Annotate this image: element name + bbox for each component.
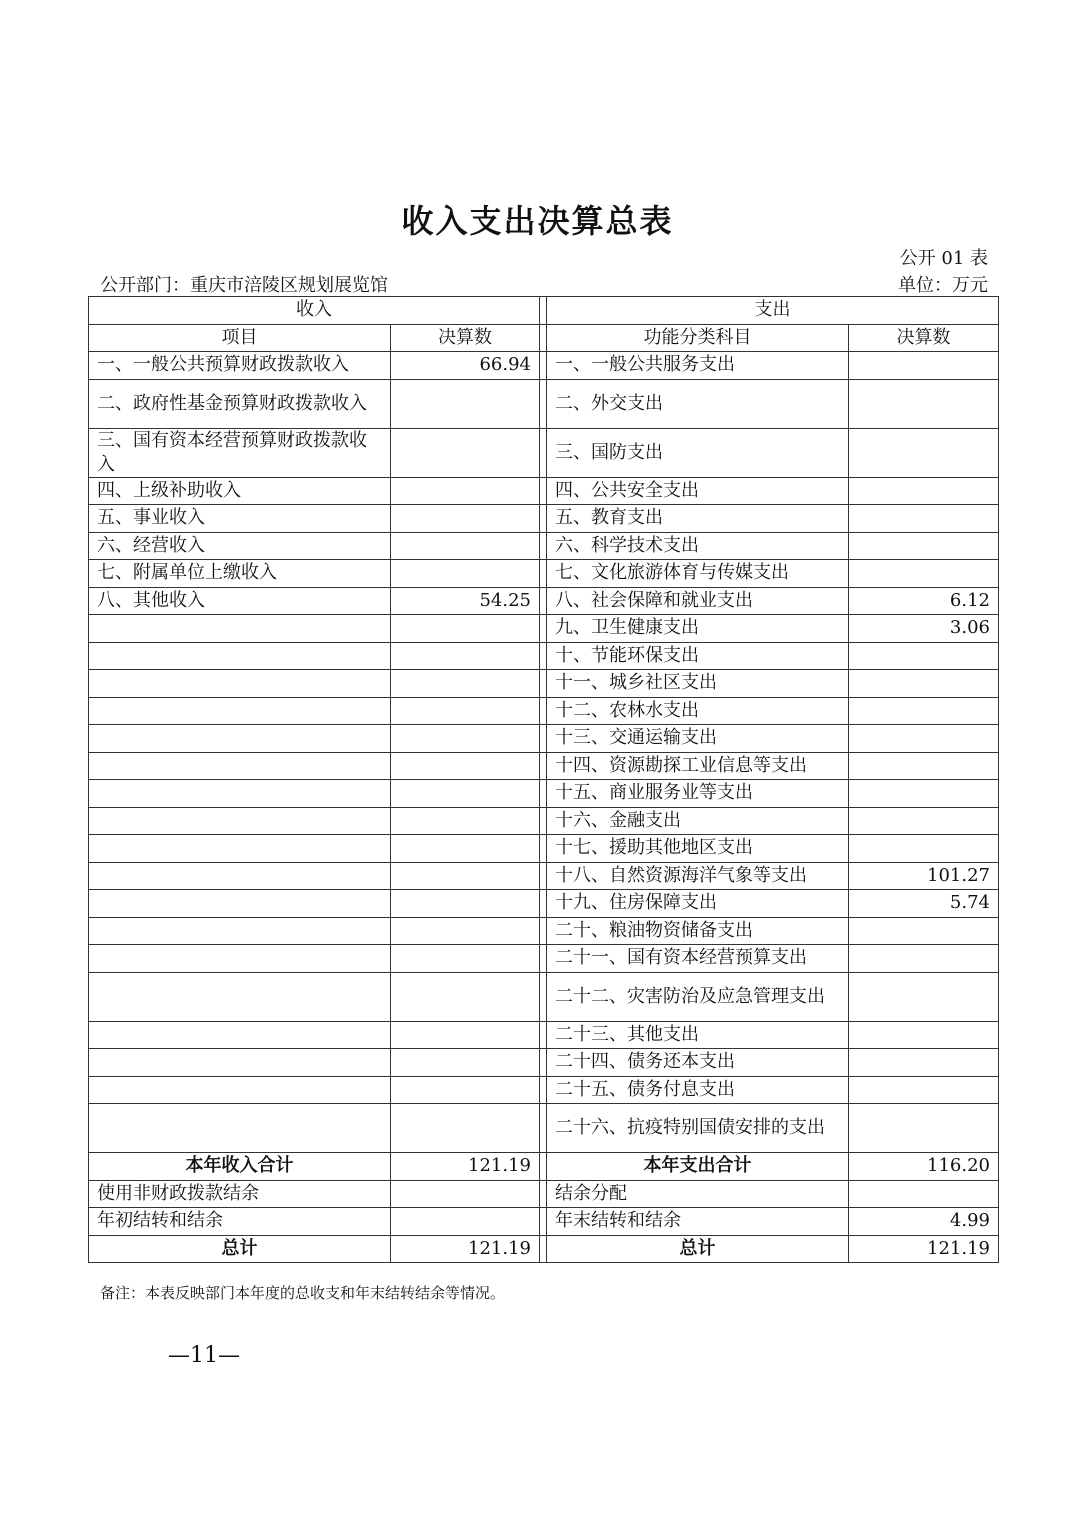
income-item: 一、一般公共预算财政拨款收入 bbox=[89, 352, 391, 380]
expense-amount bbox=[849, 972, 999, 1021]
income-summary-amount bbox=[391, 1208, 540, 1236]
expense-item: 二十二、灾害防治及应急管理支出 bbox=[547, 972, 849, 1021]
expense-amount bbox=[849, 725, 999, 753]
grand-total-row bbox=[89, 1235, 999, 1263]
income-amount bbox=[391, 477, 540, 505]
income-amount bbox=[391, 780, 540, 808]
expense-amount bbox=[849, 697, 999, 725]
table-row bbox=[89, 587, 999, 615]
expense-summary-amount: 4.99 bbox=[849, 1208, 999, 1236]
expense-summary-item: 结余分配 bbox=[547, 1180, 849, 1208]
expense-amount bbox=[849, 1049, 999, 1077]
table-row bbox=[89, 835, 999, 863]
table-row bbox=[89, 1049, 999, 1077]
income-item: 三、国有资本经营预算财政拨款收入 bbox=[89, 428, 391, 477]
expense-amount: 5.74 bbox=[849, 890, 999, 918]
expense-summary-item: 年末结转和结余 bbox=[547, 1208, 849, 1236]
expense-amount bbox=[849, 807, 999, 835]
income-summary-item: 年初结转和结余 bbox=[89, 1208, 391, 1236]
table-row bbox=[89, 862, 999, 890]
income-amount bbox=[391, 560, 540, 588]
income-item bbox=[89, 890, 391, 918]
income-item bbox=[89, 725, 391, 753]
unit-label: 单位：万元 bbox=[898, 275, 988, 296]
income-item bbox=[89, 1021, 391, 1049]
table-row bbox=[89, 477, 999, 505]
expense-amount bbox=[849, 1076, 999, 1104]
income-grand-total-amount: 121.19 bbox=[391, 1235, 540, 1263]
expense-item: 二十四、债务还本支出 bbox=[547, 1049, 849, 1077]
expense-item: 二十一、国有资本经营预算支出 bbox=[547, 945, 849, 973]
expense-item: 二十六、抗疫特别国债安排的支出 bbox=[547, 1104, 849, 1153]
income-item bbox=[89, 615, 391, 643]
budget-table bbox=[88, 296, 999, 1263]
income-item bbox=[89, 807, 391, 835]
income-amount bbox=[391, 428, 540, 477]
income-header: 收入 bbox=[89, 297, 540, 325]
income-item bbox=[89, 862, 391, 890]
income-amount bbox=[391, 752, 540, 780]
expense-item: 十一、城乡社区支出 bbox=[547, 670, 849, 698]
expense-item: 六、科学技术支出 bbox=[547, 532, 849, 560]
amount2-header: 决算数 bbox=[849, 324, 999, 352]
income-amount: 66.94 bbox=[391, 352, 540, 380]
expense-grand-total-amount: 121.19 bbox=[849, 1235, 999, 1263]
expense-header: 支出 bbox=[547, 297, 999, 325]
income-amount bbox=[391, 532, 540, 560]
table-row bbox=[89, 379, 999, 428]
table-row bbox=[89, 725, 999, 753]
income-amount bbox=[391, 725, 540, 753]
table-row bbox=[89, 972, 999, 1021]
expense-item: 九、卫生健康支出 bbox=[547, 615, 849, 643]
expense-item: 十二、农林水支出 bbox=[547, 697, 849, 725]
table-row bbox=[89, 615, 999, 643]
amount-header: 决算数 bbox=[391, 324, 540, 352]
income-item bbox=[89, 752, 391, 780]
expense-item: 四、公共安全支出 bbox=[547, 477, 849, 505]
expense-amount bbox=[849, 835, 999, 863]
income-amount bbox=[391, 835, 540, 863]
summary-row bbox=[89, 1208, 999, 1236]
table-row bbox=[89, 780, 999, 808]
table-row bbox=[89, 532, 999, 560]
income-item bbox=[89, 670, 391, 698]
expense-item: 三、国防支出 bbox=[547, 428, 849, 477]
income-total-amount: 121.19 bbox=[391, 1153, 540, 1181]
expense-amount bbox=[849, 532, 999, 560]
page-number: —11— bbox=[168, 1343, 240, 1368]
expense-total-amount: 116.20 bbox=[849, 1153, 999, 1181]
table-row bbox=[89, 917, 999, 945]
income-item: 八、其他收入 bbox=[89, 587, 391, 615]
expense-grand-total-label: 总计 bbox=[547, 1235, 849, 1263]
table-row bbox=[89, 1021, 999, 1049]
table-note: 备注：本表反映部门本年度的总收支和年末结转结余等情况。 bbox=[100, 1284, 506, 1302]
department-label: 公开部门：重庆市涪陵区规划展览馆 bbox=[100, 275, 388, 296]
table-row bbox=[89, 890, 999, 918]
table-row bbox=[89, 697, 999, 725]
income-amount bbox=[391, 1021, 540, 1049]
expense-item: 八、社会保障和就业支出 bbox=[547, 587, 849, 615]
expense-item: 七、文化旅游体育与传媒支出 bbox=[547, 560, 849, 588]
expense-amount bbox=[849, 752, 999, 780]
income-item bbox=[89, 972, 391, 1021]
expense-amount bbox=[849, 428, 999, 477]
income-amount bbox=[391, 505, 540, 533]
expense-summary-amount bbox=[849, 1180, 999, 1208]
expense-item: 十三、交通运输支出 bbox=[547, 725, 849, 753]
table-row bbox=[89, 752, 999, 780]
expense-total-label: 本年支出合计 bbox=[547, 1153, 849, 1181]
expense-item: 二十三、其他支出 bbox=[547, 1021, 849, 1049]
income-item: 五、事业收入 bbox=[89, 505, 391, 533]
income-item bbox=[89, 917, 391, 945]
expense-item: 十、节能环保支出 bbox=[547, 642, 849, 670]
expense-amount: 6.12 bbox=[849, 587, 999, 615]
item-header: 项目 bbox=[89, 324, 391, 352]
income-item: 二、政府性基金预算财政拨款收入 bbox=[89, 379, 391, 428]
income-amount bbox=[391, 862, 540, 890]
income-amount bbox=[391, 945, 540, 973]
table-row bbox=[89, 945, 999, 973]
page-title: 收入支出决算总表 bbox=[401, 202, 674, 240]
expense-amount bbox=[849, 917, 999, 945]
income-item bbox=[89, 1076, 391, 1104]
expense-amount bbox=[849, 1104, 999, 1153]
expense-amount bbox=[849, 352, 999, 380]
table-row bbox=[89, 1076, 999, 1104]
expense-amount bbox=[849, 642, 999, 670]
table-row bbox=[89, 428, 999, 477]
expense-item: 十四、资源勘探工业信息等支出 bbox=[547, 752, 849, 780]
table-row bbox=[89, 352, 999, 380]
income-amount bbox=[391, 1076, 540, 1104]
table-row bbox=[89, 1104, 999, 1153]
income-amount: 54.25 bbox=[391, 587, 540, 615]
expense-amount bbox=[849, 945, 999, 973]
income-amount bbox=[391, 670, 540, 698]
func-header: 功能分类科目 bbox=[547, 324, 849, 352]
table-row bbox=[89, 560, 999, 588]
table-row bbox=[89, 807, 999, 835]
summary-row bbox=[89, 1153, 999, 1181]
expense-amount: 101.27 bbox=[849, 862, 999, 890]
table-row bbox=[89, 642, 999, 670]
expense-item: 二十五、债务付息支出 bbox=[547, 1076, 849, 1104]
income-summary-item: 使用非财政拨款结余 bbox=[89, 1180, 391, 1208]
income-amount bbox=[391, 379, 540, 428]
income-amount bbox=[391, 972, 540, 1021]
expense-item: 十六、金融支出 bbox=[547, 807, 849, 835]
expense-item: 五、教育支出 bbox=[547, 505, 849, 533]
expense-amount bbox=[849, 670, 999, 698]
form-number: 公开 01 表 bbox=[899, 248, 988, 269]
income-item: 四、上级补助收入 bbox=[89, 477, 391, 505]
income-item bbox=[89, 945, 391, 973]
income-amount bbox=[391, 1049, 540, 1077]
expense-item: 十八、自然资源海洋气象等支出 bbox=[547, 862, 849, 890]
expense-item: 十五、商业服务业等支出 bbox=[547, 780, 849, 808]
income-item bbox=[89, 697, 391, 725]
expense-amount bbox=[849, 477, 999, 505]
expense-amount bbox=[849, 505, 999, 533]
income-amount bbox=[391, 890, 540, 918]
table-header-row bbox=[89, 297, 999, 325]
expense-amount: 3.06 bbox=[849, 615, 999, 643]
income-amount bbox=[391, 697, 540, 725]
income-amount bbox=[391, 642, 540, 670]
income-item bbox=[89, 780, 391, 808]
income-amount bbox=[391, 807, 540, 835]
income-item bbox=[89, 1104, 391, 1153]
income-amount bbox=[391, 917, 540, 945]
expense-item: 十七、援助其他地区支出 bbox=[547, 835, 849, 863]
expense-amount bbox=[849, 1021, 999, 1049]
expense-amount bbox=[849, 379, 999, 428]
income-item bbox=[89, 642, 391, 670]
income-item: 七、附属单位上缴收入 bbox=[89, 560, 391, 588]
income-amount bbox=[391, 1104, 540, 1153]
table-subheader-row bbox=[89, 324, 999, 352]
table-row bbox=[89, 505, 999, 533]
expense-item: 二十、粮油物资储备支出 bbox=[547, 917, 849, 945]
expense-item: 二、外交支出 bbox=[547, 379, 849, 428]
table-row bbox=[89, 670, 999, 698]
expense-item: 十九、住房保障支出 bbox=[547, 890, 849, 918]
expense-amount bbox=[849, 780, 999, 808]
income-summary-amount bbox=[391, 1180, 540, 1208]
income-total-label: 本年收入合计 bbox=[89, 1153, 391, 1181]
income-item bbox=[89, 835, 391, 863]
income-grand-total-label: 总计 bbox=[89, 1235, 391, 1263]
expense-item: 一、一般公共服务支出 bbox=[547, 352, 849, 380]
income-item bbox=[89, 1049, 391, 1077]
income-item: 六、经营收入 bbox=[89, 532, 391, 560]
summary-row bbox=[89, 1180, 999, 1208]
expense-amount bbox=[849, 560, 999, 588]
income-amount bbox=[391, 615, 540, 643]
